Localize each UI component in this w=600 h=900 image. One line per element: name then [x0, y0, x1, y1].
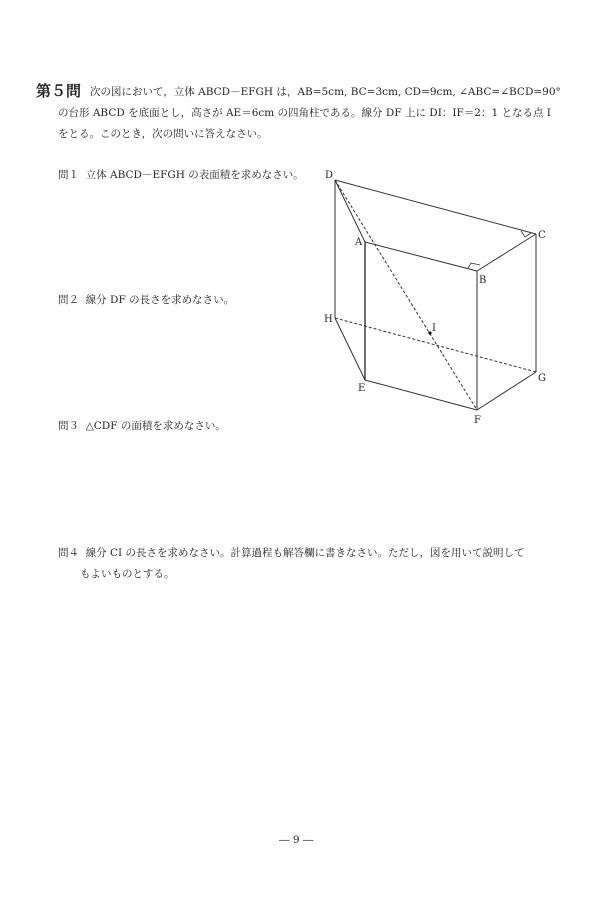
question-label: 問３ [58, 420, 79, 432]
label-H: H [324, 314, 333, 325]
label-G: G [538, 373, 546, 384]
label-F: F [474, 415, 481, 426]
question-text: 立体 ABCD－EFGH の表面積を求めなさい。 [85, 169, 304, 181]
segment-DF [335, 180, 477, 410]
label-I: I [432, 323, 436, 334]
question-text: 線分 CI の長さを求めなさい。計算過程も解答欄に書きなさい。ただし，図を用いて説明して [85, 547, 525, 559]
question-label: 問１ [58, 169, 79, 181]
intro-line-1: 次の図において，立体 ABCD－EFGH は，AB=5cm, BC=3cm, CD=9cm, ∠ABC=∠BCD=90° [90, 86, 561, 98]
label-B: B [479, 275, 487, 286]
page-number: ― 9 ― [279, 834, 314, 846]
question-text: 線分 DF の長さを求めなさい。 [85, 294, 235, 306]
edge-FG [477, 372, 536, 410]
edge-HE [335, 318, 365, 380]
edge-EF [365, 380, 477, 410]
right-angle-mark-B [468, 263, 480, 268]
label-A: A [355, 237, 363, 248]
question-4-continuation: もよいものとする。 [80, 568, 175, 580]
intro-line-2: の台形 ABCD を底面とし，高さが AE＝6cm の四角柱である。線分 DF 上に DI：IF＝2：1 となる点 I [58, 107, 551, 119]
edge-AB [365, 242, 477, 271]
edge-DC [335, 180, 536, 234]
question-label: 問４ [58, 547, 79, 559]
problem-number: 第５問 [36, 82, 82, 100]
label-D: D [325, 170, 334, 181]
edge-DA [335, 180, 365, 242]
question-text: △CDF の面積を求めなさい。 [85, 420, 226, 432]
label-E: E [358, 383, 366, 394]
edge-BC [477, 234, 536, 271]
label-C: C [538, 230, 546, 241]
intro-line-3: をとる。このとき，次の問いに答えなさい。 [58, 128, 268, 140]
question-label: 問２ [58, 294, 79, 306]
